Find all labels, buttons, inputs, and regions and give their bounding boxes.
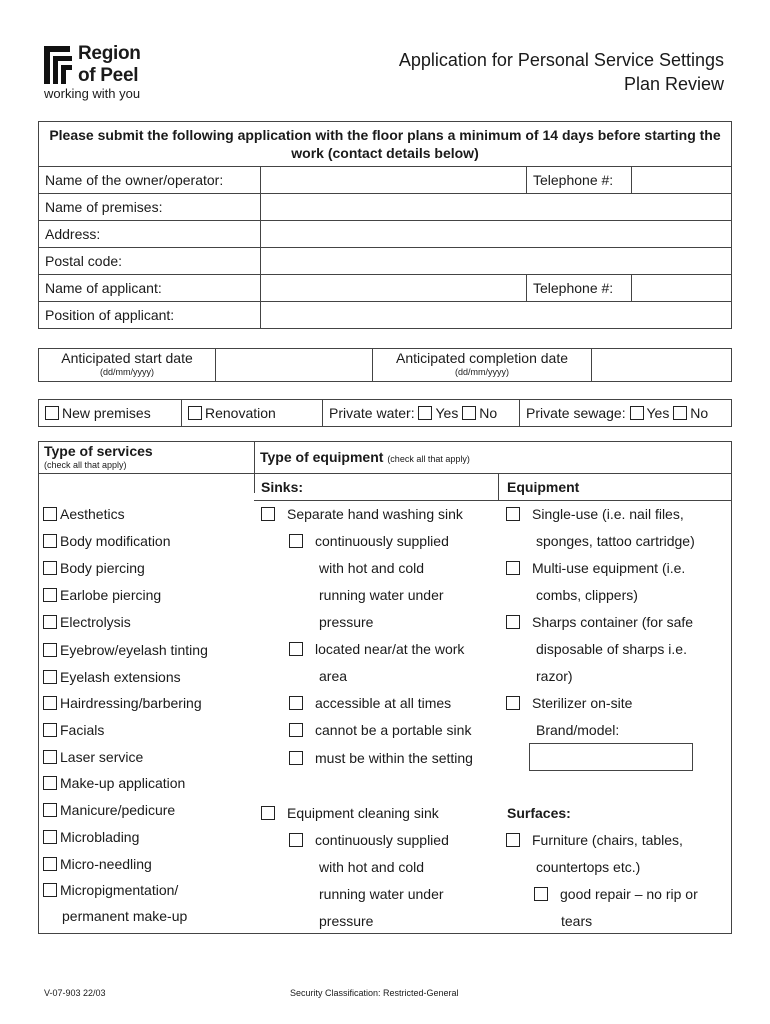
service-micropigmentation-cont: permanent make-up bbox=[62, 908, 188, 924]
applicant-telephone-label: Telephone #: bbox=[527, 275, 632, 302]
address-label: Address: bbox=[39, 221, 261, 248]
service-label: Body modification bbox=[60, 533, 171, 549]
new-premises-checkbox[interactable] bbox=[45, 406, 59, 420]
equipment-title: Type of equipment bbox=[260, 449, 384, 465]
single-use-checkbox[interactable] bbox=[506, 507, 520, 521]
surfaces-title: Surfaces: bbox=[507, 805, 571, 821]
multi-use-checkbox[interactable] bbox=[506, 561, 520, 575]
sinks-title: Sinks: bbox=[261, 479, 304, 495]
private-water-no-checkbox[interactable] bbox=[462, 406, 476, 420]
service-label: Body piercing bbox=[60, 560, 145, 576]
equipment-subtitle: Equipment bbox=[507, 479, 580, 495]
hs-supplied-option[interactable] bbox=[289, 533, 449, 549]
completion-date-label bbox=[373, 349, 592, 382]
good-repair-checkbox[interactable] bbox=[534, 887, 548, 901]
service-item[interactable] bbox=[43, 802, 175, 818]
hand-sink-label: Separate hand washing sink bbox=[287, 506, 463, 522]
service-checkbox[interactable] bbox=[43, 750, 57, 764]
cs-supplied-option[interactable] bbox=[289, 832, 449, 848]
cleaning-sink-label: Equipment cleaning sink bbox=[287, 805, 439, 821]
furniture-checkbox[interactable] bbox=[506, 833, 520, 847]
private-water-yes-label: Yes bbox=[435, 405, 459, 421]
single-use-line2: sponges, tattoo cartridge) bbox=[536, 533, 695, 549]
private-sewage-option bbox=[520, 400, 732, 427]
furniture-line2: countertops etc.) bbox=[536, 859, 641, 875]
service-label: Microblading bbox=[60, 829, 140, 845]
postal-code-label: Postal code: bbox=[39, 248, 261, 275]
form-code: V-07-903 22/03 bbox=[44, 988, 106, 998]
owner-field[interactable] bbox=[261, 167, 527, 194]
service-checkbox[interactable] bbox=[43, 615, 57, 629]
service-checkbox[interactable] bbox=[43, 561, 57, 575]
service-checkbox[interactable] bbox=[43, 696, 57, 710]
sterilizer-checkbox[interactable] bbox=[506, 696, 520, 710]
applicant-telephone-field[interactable] bbox=[632, 275, 732, 302]
service-item[interactable] bbox=[43, 775, 185, 791]
section-header-divider bbox=[38, 473, 732, 474]
applicant-position-field[interactable] bbox=[261, 302, 732, 329]
service-item[interactable] bbox=[43, 695, 202, 711]
project-options-row bbox=[38, 399, 732, 427]
applicant-name-field[interactable] bbox=[261, 275, 527, 302]
org-tagline: working with you bbox=[44, 86, 141, 101]
applicant-info-table bbox=[38, 121, 732, 329]
hs-supplied-label: continuously supplied bbox=[315, 533, 449, 549]
cs-supplied-line2: with hot and cold bbox=[319, 859, 425, 875]
hs-located-option[interactable] bbox=[289, 641, 464, 657]
org-name-line1: Region bbox=[78, 43, 141, 64]
service-item[interactable] bbox=[43, 856, 152, 872]
service-item[interactable] bbox=[43, 506, 125, 522]
service-label: Manicure/pedicure bbox=[60, 802, 176, 818]
service-checkbox[interactable] bbox=[43, 670, 57, 684]
service-checkbox[interactable] bbox=[43, 776, 57, 790]
private-sewage-yes-checkbox[interactable] bbox=[630, 406, 644, 420]
service-label: Micro-needling bbox=[60, 856, 152, 872]
start-date-label-text: Anticipated start date bbox=[61, 350, 193, 366]
new-premises-option[interactable] bbox=[39, 400, 182, 427]
good-repair-line2: tears bbox=[561, 913, 593, 929]
multi-use-label: Multi-use equipment (i.e. bbox=[532, 560, 686, 576]
service-item[interactable] bbox=[43, 587, 161, 603]
private-sewage-yes-label: Yes bbox=[646, 405, 670, 421]
hs-within-setting-option[interactable] bbox=[289, 750, 473, 766]
cleaning-sink-checkbox[interactable] bbox=[261, 806, 275, 820]
service-label: Hairdressing/barbering bbox=[60, 695, 202, 711]
new-premises-label: New premises bbox=[62, 405, 151, 421]
page-subtitle: Plan Review bbox=[623, 74, 724, 94]
service-label: Aesthetics bbox=[60, 506, 125, 522]
service-item[interactable] bbox=[43, 560, 145, 576]
hs-located-label: located near/at the work bbox=[315, 641, 465, 657]
private-water-yes-checkbox[interactable] bbox=[418, 406, 432, 420]
furniture-label: Furniture (chairs, tables, bbox=[532, 832, 683, 848]
furniture-option[interactable] bbox=[506, 832, 683, 848]
hs-not-portable-label: cannot be a portable sink bbox=[315, 722, 472, 738]
multi-use-line2: combs, clippers) bbox=[536, 587, 638, 603]
cs-supplied-label: continuously supplied bbox=[315, 832, 449, 848]
service-item[interactable] bbox=[43, 614, 131, 630]
postal-code-field[interactable] bbox=[261, 248, 732, 275]
service-item[interactable] bbox=[43, 722, 104, 738]
hs-not-portable-checkbox[interactable] bbox=[289, 723, 303, 737]
owner-telephone-label: Telephone #: bbox=[527, 167, 632, 194]
start-date-field[interactable] bbox=[216, 349, 373, 382]
service-checkbox[interactable] bbox=[43, 643, 57, 657]
section-divider bbox=[254, 441, 255, 493]
service-label: Make-up application bbox=[60, 775, 186, 791]
sterilizer-option[interactable] bbox=[506, 695, 632, 711]
private-sewage-no-label: No bbox=[690, 405, 709, 421]
applicant-position-label: Position of applicant: bbox=[39, 302, 261, 329]
private-water-label: Private water: bbox=[329, 405, 415, 421]
service-checkbox[interactable] bbox=[43, 830, 57, 844]
single-use-option[interactable] bbox=[506, 506, 684, 522]
cleaning-sink-option[interactable] bbox=[261, 805, 439, 821]
applicant-name-label: Name of applicant: bbox=[39, 275, 261, 302]
hs-within-setting-checkbox[interactable] bbox=[289, 751, 303, 765]
service-checkbox[interactable] bbox=[43, 883, 57, 897]
sharps-checkbox[interactable] bbox=[506, 615, 520, 629]
service-item[interactable] bbox=[43, 642, 208, 658]
service-item[interactable] bbox=[43, 749, 143, 765]
hs-accessible-checkbox[interactable] bbox=[289, 696, 303, 710]
hs-supplied-line3: running water under bbox=[319, 587, 444, 603]
service-item[interactable] bbox=[43, 829, 139, 845]
hand-sink-checkbox[interactable] bbox=[261, 507, 275, 521]
hs-accessible-option[interactable] bbox=[289, 695, 451, 711]
renovation-option[interactable] bbox=[182, 400, 323, 427]
hs-supplied-line2: with hot and cold bbox=[319, 560, 425, 576]
completion-date-field[interactable] bbox=[592, 349, 732, 382]
premises-label: Name of premises: bbox=[39, 194, 261, 221]
org-name-line2: of Peel bbox=[78, 65, 139, 86]
hs-supplied-line4: pressure bbox=[319, 614, 374, 630]
sharps-option[interactable] bbox=[506, 614, 693, 630]
address-field[interactable] bbox=[261, 221, 732, 248]
brand-model-field[interactable] bbox=[529, 743, 693, 771]
page-title: Application for Personal Service Settings bbox=[398, 50, 724, 70]
service-label: Micropigmentation/ bbox=[60, 882, 179, 898]
service-checkbox[interactable] bbox=[43, 534, 57, 548]
cs-supplied-line4: pressure bbox=[319, 913, 374, 929]
service-label: Eyelash extensions bbox=[60, 669, 181, 685]
hs-accessible-label: accessible at all times bbox=[315, 695, 452, 711]
services-title: Type of services bbox=[44, 443, 153, 459]
service-checkbox[interactable] bbox=[43, 588, 57, 602]
premises-field[interactable] bbox=[261, 194, 732, 221]
owner-label: Name of the owner/operator: bbox=[39, 167, 261, 194]
service-label: Earlobe piercing bbox=[60, 587, 162, 603]
service-checkbox[interactable] bbox=[43, 857, 57, 871]
private-water-no-label: No bbox=[479, 405, 498, 421]
hs-located-checkbox[interactable] bbox=[289, 642, 303, 656]
private-sewage-label: Private sewage: bbox=[526, 405, 626, 421]
hs-located-line2: area bbox=[319, 668, 348, 684]
security-classification: Security Classification: Restricted-General bbox=[290, 988, 459, 998]
service-item[interactable] bbox=[43, 882, 178, 898]
private-sewage-no-checkbox[interactable] bbox=[673, 406, 687, 420]
service-checkbox[interactable] bbox=[43, 723, 57, 737]
hs-not-portable-option[interactable] bbox=[289, 722, 471, 738]
single-use-label: Single-use (i.e. nail files, bbox=[532, 506, 684, 522]
good-repair-option[interactable] bbox=[534, 886, 698, 902]
sharps-label: Sharps container (for safe bbox=[532, 614, 694, 630]
start-date-label bbox=[39, 349, 216, 382]
service-checkbox[interactable] bbox=[43, 803, 57, 817]
equipment-hint: (check all that apply) bbox=[387, 454, 470, 464]
completion-date-label-text: Anticipated completion date bbox=[396, 350, 568, 366]
service-item[interactable] bbox=[43, 533, 171, 549]
owner-telephone-field[interactable] bbox=[632, 167, 732, 194]
cs-supplied-line3: running water under bbox=[319, 886, 444, 902]
good-repair-label: good repair – no rip or bbox=[560, 886, 698, 902]
service-item[interactable] bbox=[43, 669, 181, 685]
region-of-peel-logo-icon bbox=[44, 46, 74, 84]
renovation-label: Renovation bbox=[205, 405, 276, 421]
service-label: Laser service bbox=[60, 749, 144, 765]
hand-sink-option[interactable] bbox=[261, 506, 463, 522]
hs-within-setting-label: must be within the setting bbox=[315, 750, 473, 766]
renovation-checkbox[interactable] bbox=[188, 406, 202, 420]
dates-table bbox=[38, 348, 732, 382]
start-date-format-hint: (dd/mm/yyyy) bbox=[100, 367, 154, 377]
cs-supplied-checkbox[interactable] bbox=[289, 833, 303, 847]
service-label: Electrolysis bbox=[60, 614, 131, 630]
service-label: Facials bbox=[60, 722, 105, 738]
service-label: Eyebrow/eyelash tinting bbox=[60, 642, 208, 658]
sharps-line2: disposable of sharps i.e. bbox=[536, 641, 687, 657]
multi-use-option[interactable] bbox=[506, 560, 685, 576]
hs-supplied-checkbox[interactable] bbox=[289, 534, 303, 548]
services-hint: (check all that apply) bbox=[44, 460, 127, 470]
service-checkbox[interactable] bbox=[43, 507, 57, 521]
sharps-line3: razor) bbox=[536, 668, 573, 684]
instruction-text: Please submit the following application with the floor plans a minimum of 14 days before starting the work (contact details below) bbox=[39, 122, 732, 167]
sinks-equipment-divider bbox=[498, 473, 499, 501]
completion-date-format-hint: (dd/mm/yyyy) bbox=[455, 367, 509, 377]
equipment-title-wrap bbox=[260, 449, 470, 465]
subheader-divider bbox=[254, 500, 732, 501]
private-water-option bbox=[323, 400, 520, 427]
brand-model-label: Brand/model: bbox=[536, 722, 620, 738]
sterilizer-label: Sterilizer on-site bbox=[532, 695, 633, 711]
